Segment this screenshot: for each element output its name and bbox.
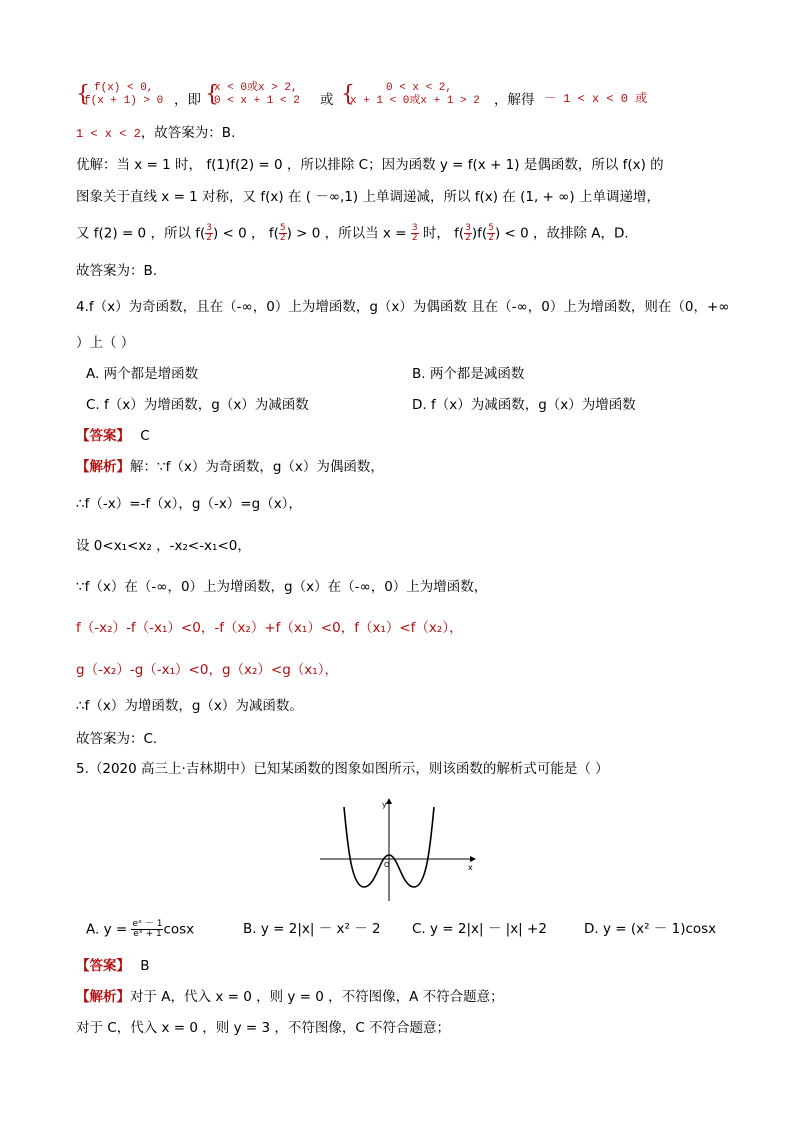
q4-answer — [76, 427, 150, 445]
text-jiede: ，解得 — [494, 92, 535, 108]
graph-origin-label: O — [384, 861, 390, 869]
q5-option-c: C. y = 2|x| － |x| +2 — [412, 921, 547, 937]
jiexi-label: 【解析】 — [76, 459, 130, 475]
text-result — [544, 89, 647, 106]
frac-den: 2 — [206, 233, 212, 243]
frac-3-2-b — [411, 224, 419, 243]
system-1 — [84, 82, 163, 108]
q5-function-graph — [318, 795, 478, 905]
frac-den: eˣ + 1 — [133, 929, 162, 939]
answer-value: C — [140, 428, 150, 444]
graph-y-arrow — [386, 798, 392, 804]
line-answer-top — [76, 124, 235, 143]
q4-jiexi-1 — [76, 458, 384, 476]
q4-jiexi-4: ∵f（x）在（-∞，0）上为增函数，g（x）在（-∞，0）上为增函数， — [76, 579, 488, 595]
text-ji: ，即 — [174, 92, 201, 108]
q4-jiexi-3: 设 0<x₁<x₂ ，-x₂<-x₁<0， — [76, 538, 251, 554]
system-3 — [350, 82, 480, 108]
frac-den: 2 — [411, 233, 418, 243]
q5-option-a — [86, 920, 194, 939]
q5-optA-frac — [131, 920, 163, 939]
youjie-line-4: 故答案为：B. — [76, 263, 158, 279]
q4-jiexi-7: ∴f（x）为增函数，g（x）为减函数。 — [76, 698, 303, 714]
system-3-line-b: x + 1 < 0或x + 1 > 2 — [350, 95, 480, 107]
frac-5-2-a — [279, 224, 287, 243]
frac-num: 5 — [488, 223, 494, 233]
q5-jiexi-1 — [76, 988, 504, 1006]
youjie-l3-b: ) < 0 ， f( — [213, 225, 279, 242]
q4-jiexi-6: g（-x₂）-g（-x₁）<0，g（x₂）<g（x₁）， — [76, 662, 338, 678]
q4-stem-1: 4.f（x）为奇函数，且在（-∞，0）上为增函数，g（x）为偶函数 且在（-∞，0）上为增函数，则在（0，+∞ — [76, 299, 730, 315]
jiexi-label: 【解析】 — [76, 989, 130, 1005]
range-second: 1 < x < 2 — [76, 127, 141, 141]
frac-den: 2 — [488, 233, 494, 243]
jiexi-text: 对于 A，代入 x = 0 ，则 y = 0 ，不符图像，A 不符合题意； — [130, 989, 504, 1005]
q4-jiexi-2: ∴f（-x）=-f（x），g（-x）=g（x）， — [76, 496, 302, 512]
q5-jiexi-2: 对于 C，代入 x = 0 ，则 y = 3 ，不符图像，C 不符合题意； — [76, 1020, 451, 1036]
system-brace-1: { — [76, 82, 90, 107]
result-range: － 1 < x < 0 或 — [544, 92, 648, 106]
system-2-line-a: x < 0或x > 2, — [214, 82, 298, 94]
youjie-line-3 — [76, 224, 629, 243]
system-brace-2: { — [205, 82, 219, 107]
youjie-l3-c: ) > 0 ，所以当 x = — [286, 225, 407, 242]
q4-option-b: B. 两个都是减函数 — [412, 366, 525, 382]
youjie-line-2: 图象关于直线 x = 1 对称，又 f(x) 在 ( －∞,1) 上单调递减，所以 f(x) 在 (1, + ∞) 上单调递增， — [76, 189, 660, 205]
system-brace-3: { — [341, 82, 355, 107]
graph-x-label: x — [468, 863, 473, 872]
youjie-l3-f: ) < 0 ，故排除 A，D. — [494, 225, 629, 242]
frac-num: eˣ － 1 — [132, 919, 163, 929]
jiexi-text: 解：∵f（x）为奇函数，g（x）为偶函数， — [130, 459, 384, 475]
q4-option-a: A. 两个都是增函数 — [86, 366, 199, 382]
q4-jiexi-8: 故答案为：C. — [76, 731, 158, 747]
youjie-l3-d: 时， f( — [422, 225, 465, 242]
system-2-line-b: 0 < x + 1 < 2 — [214, 95, 300, 107]
q4-option-d: D. f（x）为减函数，g（x）为增函数 — [412, 397, 636, 413]
text-huo: 或 — [320, 92, 334, 108]
frac-num: 3 — [411, 223, 418, 233]
q4-jiexi-5: f（-x₂）-f（-x₁）<0，-f（x₂）+f（x₁）<0，f（x₁）<f（x₂）， — [76, 620, 463, 636]
frac-3-2-a — [205, 224, 213, 243]
graph-x-arrow — [470, 856, 476, 862]
graph-y-label: y — [382, 800, 387, 809]
frac-3-2-c — [464, 224, 472, 243]
youjie-l3-a: 又 f(2) = 0 ，所以 f( — [76, 225, 206, 242]
frac-den: 2 — [465, 233, 471, 243]
frac-5-2-b — [487, 224, 495, 243]
q5-option-b: B. y = 2|x| － x² － 2 — [243, 921, 381, 937]
frac-num: 5 — [279, 223, 286, 233]
q5-optA-post: cosx — [163, 921, 195, 938]
frac-num: 3 — [465, 223, 471, 233]
q5-stem: 5.（2020 高三上·吉林期中）已知某函数的图象如图所示，则该函数的解析式可能是（ ） — [76, 761, 609, 777]
q5-optA-pre: A. y = — [86, 921, 128, 938]
answer-value: B — [140, 958, 150, 974]
youjie-line-1: 优解：当 x = 1 时， f(1)f(2) = 0 ，所以排除 C；因为函数 y = f(x + 1) 是偶函数，所以 f(x) 的 — [76, 157, 664, 173]
q5-answer — [76, 957, 150, 975]
answer-top-text: ，故答案为：B. — [140, 125, 236, 141]
system-2 — [214, 82, 300, 108]
frac-num: 3 — [206, 223, 212, 233]
frac-den: 2 — [279, 233, 286, 243]
answer-label: 【答案】 — [76, 428, 130, 444]
system-1-line-b: f(x + 1) > 0 — [84, 95, 164, 107]
q5-option-d: D. y = (x² － 1)cosx — [584, 921, 717, 937]
answer-label: 【答案】 — [76, 958, 130, 974]
q4-option-c: C. f（x）为增函数，g（x）为减函数 — [86, 397, 309, 413]
system-3-line-a: 0 < x < 2, — [386, 82, 453, 94]
system-1-line-a: f(x) < 0, — [94, 82, 154, 94]
q4-stem-2: ）上（ ） — [76, 335, 135, 351]
youjie-l3-e: )f( — [471, 225, 488, 242]
